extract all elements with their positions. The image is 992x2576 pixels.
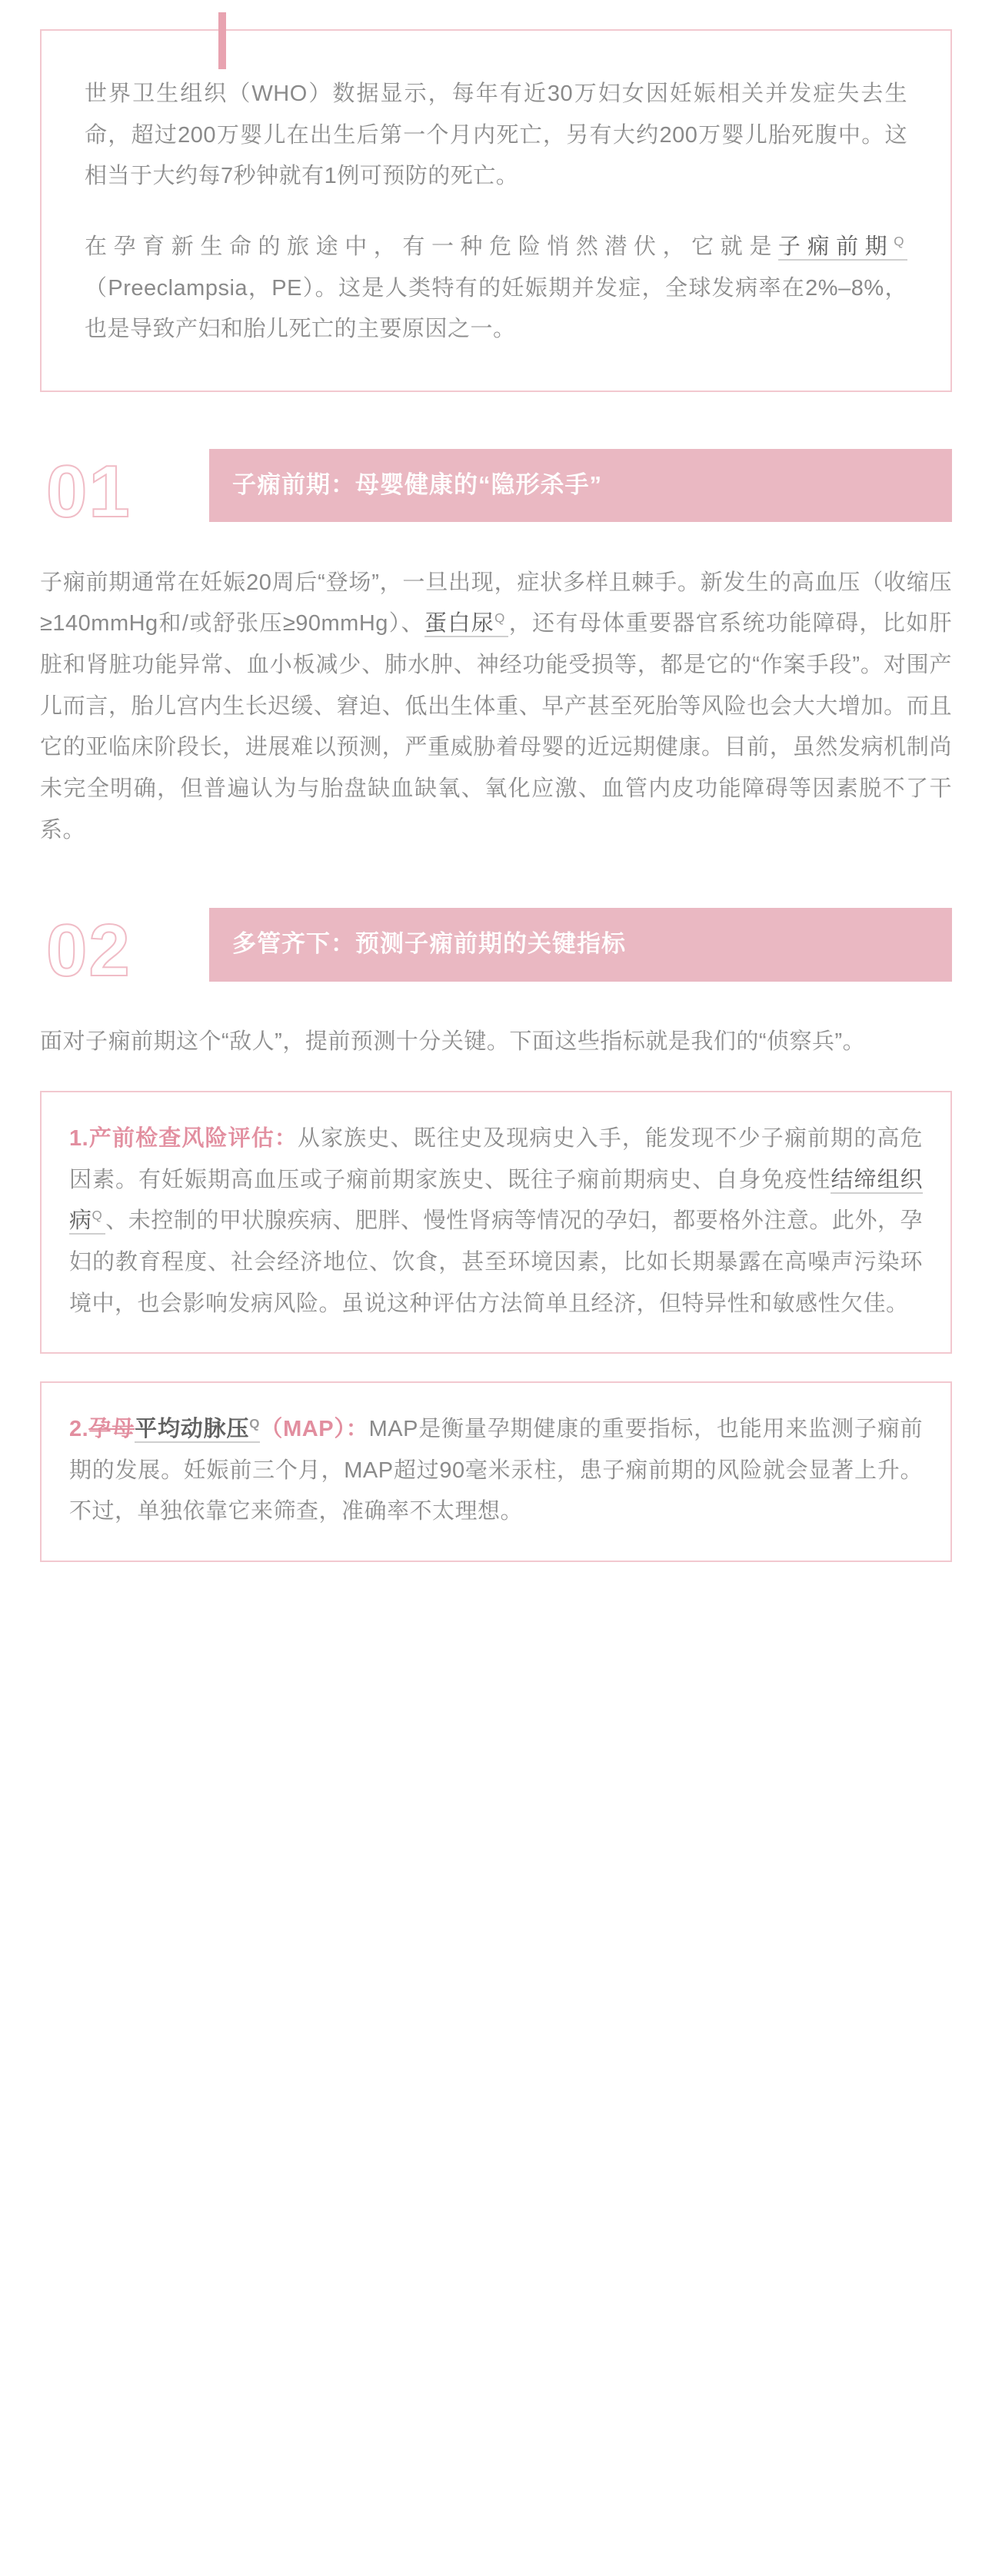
- search-icon: Q: [494, 610, 505, 626]
- indicator-card-1-before: 从家族史、既往史及现病史入手，能发现不少子痫前期的高危因素。有妊娠期高血压或子痫前期家族史、既往子痫前期病史、自身免疫性: [69, 1125, 923, 1192]
- indicator-card-2-text: [69, 1409, 923, 1533]
- search-icon: Q: [249, 1416, 260, 1431]
- section-02-title: 多管齐下：预测子痫前期的关键指标: [209, 908, 952, 982]
- section-02-header: [40, 908, 952, 1000]
- section-02: [40, 908, 952, 1063]
- section-02-body: 面对子痫前期这个“敌人”，提前预测十分关键。下面这些指标就是我们的“侦察兵”。: [40, 1029, 866, 1055]
- intro-paragraph-1: 世界卫生组织（WHO）数据显示，每年有近30万妇女因妊娠相关并发症失去生命，超过200万婴儿在出生后第一个月内死亡，另有大约200万婴儿胎死腹中。这相当于大约每7秒钟就有1例可预防的死亡。: [85, 81, 907, 189]
- section-01-header: [40, 449, 952, 541]
- search-icon: Q: [894, 234, 904, 249]
- section-01-number: 01: [46, 450, 131, 533]
- indicator-card-1-text: [69, 1118, 923, 1325]
- glossary-term-text: 结缔组织病: [69, 1167, 923, 1234]
- glossary-term-map[interactable]: [135, 1417, 260, 1443]
- glossary-term-preeclampsia[interactable]: [778, 234, 907, 261]
- indicator-card-2-label-suffix: （MAP）：: [260, 1417, 369, 1442]
- indicator-card-1-after: 、未控制的甲状腺疾病、肥胖、慢性肾病等情况的孕妇，都要格外注意。此外，孕妇的教育程度、社会经济地位、饮食，甚至环境因素，比如长期暴露在高噪声污染环境中，也会影响发病风险。虽说这种评估方法简单且经济，但特异性和敏感性欠佳。: [69, 1208, 923, 1316]
- glossary-term-text: 蛋白尿: [424, 611, 495, 637]
- intro-accent-bar: [218, 12, 226, 69]
- section-01-body: [40, 563, 952, 851]
- indicator-card-2-label-strikethrough: 孕母: [88, 1417, 135, 1442]
- intro-box: [40, 29, 952, 392]
- glossary-term-proteinuria[interactable]: [424, 611, 508, 637]
- section-01-title: 子痫前期：母婴健康的“隐形杀手”: [209, 449, 952, 523]
- search-icon: Q: [92, 1208, 103, 1223]
- indicator-card-2: [40, 1381, 952, 1562]
- section-02-number: 02: [46, 909, 131, 992]
- intro-paragraph-2-before: 在孕育新生命的旅途中，有一种危险悄然潜伏，它就是: [85, 234, 778, 259]
- intro-paragraph-2: [85, 227, 907, 351]
- intro-paragraph-2-after: （Preeclampsia，PE）。这是人类特有的妊娠期并发症，全球发病率在2%–8%，也是导致产妇和胎儿死亡的主要原因之一。: [85, 275, 907, 342]
- indicator-card-1-label: 1.产前检查风险评估：: [69, 1125, 298, 1151]
- article-page: [0, 29, 992, 1593]
- section-01-body-after: ，还有母体重要器官系统功能障碍，比如肝脏和肾脏功能异常、血小板减少、肺水肿、神经功能受损等，都是它的“作案手段”。对围产儿而言，胎儿宫内生长迟缓、窘迫、低出生体重、早产甚至死胎等风险也会大大增加。而且它的亚临床阶段长，进展难以预测，严重威胁着母婴的近远期健康。目前，虽然发病机制尚未完全明确，但普遍认为与胎盘缺血缺氧、氧化应激、血管内皮功能障碍等因素脱不了干系。: [40, 611, 952, 843]
- indicator-card-2-label-prefix: 2.: [69, 1417, 89, 1442]
- glossary-term-text: 子痫前期: [777, 234, 894, 259]
- section-01: [40, 449, 952, 851]
- glossary-term-text: 平均动脉压: [135, 1417, 250, 1442]
- section-01-body-before: 子痫前期通常在妊娠20周后“登场”，一旦出现，症状多样且棘手。新发生的高血压（收缩压≥140mmHg和/或舒张压≥90mmHg）、: [40, 570, 952, 637]
- indicator-card-1: [40, 1091, 952, 1354]
- intro-block: [40, 29, 952, 392]
- indicator-card-2-body: MAP是衡量孕期健康的重要指标，也能用来监测子痫前期的发展。妊娠前三个月，MAP超过90毫米汞柱，患子痫前期的风险就会显著上升。不过，单独依靠它来筛查，准确率不太理想。: [69, 1417, 923, 1524]
